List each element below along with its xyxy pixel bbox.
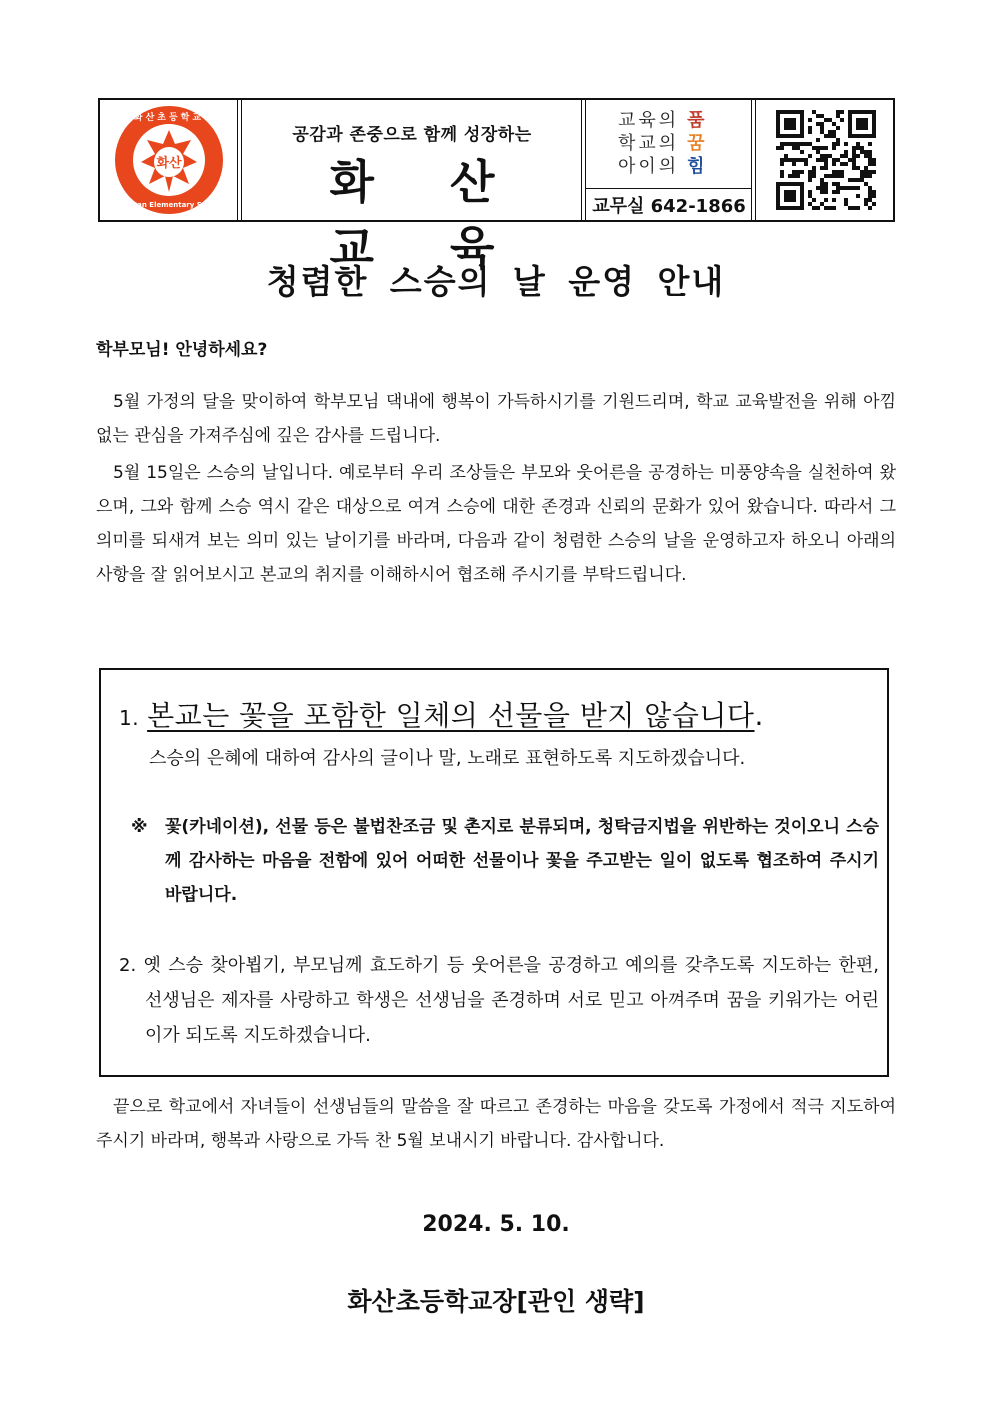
document-date: 2024. 5. 10.	[422, 1212, 570, 1237]
motto-keyword-3: 힘	[687, 156, 705, 177]
school-slogan: 공감과 존중으로 함께 성장하는	[292, 125, 532, 145]
header-table	[98, 98, 895, 275]
emblem-ring-text: 화산초등학교	[133, 113, 205, 123]
paragraph-2: 5월 15일은 스승의 날입니다. 예로부터 우리 조상들은 부모와 웃어른을 공경하는 미풍양속을 실천하여 왔으며, 그와 함께 스승 역시 같은 대상으로 여겨 스승에 대한 존경과 신뢰의 문화가 있어 왔습니다. 따라서 그 의미를 되새겨 보는 의미 있는 날이기를 바라며, 다음과 같이 청렴한 스승의 날을 운영하고자 하오니 아래의 사항을 잘 읽어보시고 본교의 취지를 이해하시어 협조해 주시기를 부탁드립니다.	[96, 463, 896, 585]
qr-code-icon	[776, 110, 876, 210]
motto-keyword-1: 품	[687, 110, 705, 131]
greeting: 학부모님! 안녕하세요?	[96, 340, 268, 360]
motto-line-2: 학교의 꿈	[618, 133, 705, 154]
emblem-english-text: HwaSan Elementary School	[115, 201, 223, 209]
paragraph-closing: 끝으로 학교에서 자녀들이 선생님들의 말씀을 잘 따르고 존경하는 마음을 갖도록 가정에서 적극 지도하여 주시기 바라며, 행복과 사랑으로 가득 찬 5월 보내시기 바랍니다. 감사합니다.	[96, 1097, 896, 1151]
item-2: 2. 옛 스승 찾아뵙기, 부모님께 효도하기 등 웃어른을 공경하고 예의를 갖추도록 지도하는 한편, 선생님은 제자를 사랑하고 학생은 선생님을 존경하며 서로 믿고 아껴주며 꿈을 키워가는 어린이가 되도록 지도하겠습니다.	[119, 955, 879, 1046]
qr-cell	[756, 100, 895, 220]
paragraph-1: 5월 가정의 달을 맞이하여 학부모님 댁내에 행복이 가득하시기를 기원드리며, 학교 교육발전을 위해 아낌없는 관심을 가져주심에 깊은 감사를 드립니다.	[96, 392, 896, 446]
signer: 화산초등학교장[관인 생략]	[347, 1287, 645, 1316]
school-title: 화 산 교 육	[329, 155, 525, 275]
school-emblem-icon	[113, 104, 225, 216]
reference-mark: ※	[131, 817, 148, 837]
emblem-center-text: 화산	[156, 156, 182, 171]
motto-cell	[586, 100, 752, 220]
logo-cell	[100, 100, 238, 220]
note-body: 꽃(카네이션), 선물 등은 불법찬조금 및 촌지로 분류되며, 청탁금지법을 위반하는 것이오니 스승께 감사하는 마음을 전함에 있어 어떠한 선물이나 꽃을 주고받는 일이 없도록 협조하여 주시기 바랍니다.	[165, 817, 879, 905]
gift-ban-note	[131, 810, 879, 912]
notice-box	[99, 668, 889, 1077]
document-title: 청렴한 스승의 날 운영 안내	[266, 262, 726, 301]
office-phone: 교무실 642-1866	[592, 196, 746, 217]
item-1-heading: 1. 본교는 꽃을 포함한 일체의 선물을 받지 않습니다.	[119, 699, 764, 732]
motto-line-1: 교육의 품	[618, 110, 705, 131]
motto-keyword-2: 꿈	[687, 133, 705, 154]
item-1-main: 본교는 꽃을 포함한 일체의 선물을 받지 않습니다	[147, 699, 755, 732]
item-1-detail: 스승의 은혜에 대하여 감사의 글이나 말, 노래로 표현하도록 지도하겠습니다.	[149, 748, 746, 769]
motto-line-3: 아이의 힘	[618, 156, 705, 177]
title-cell	[242, 100, 582, 275]
